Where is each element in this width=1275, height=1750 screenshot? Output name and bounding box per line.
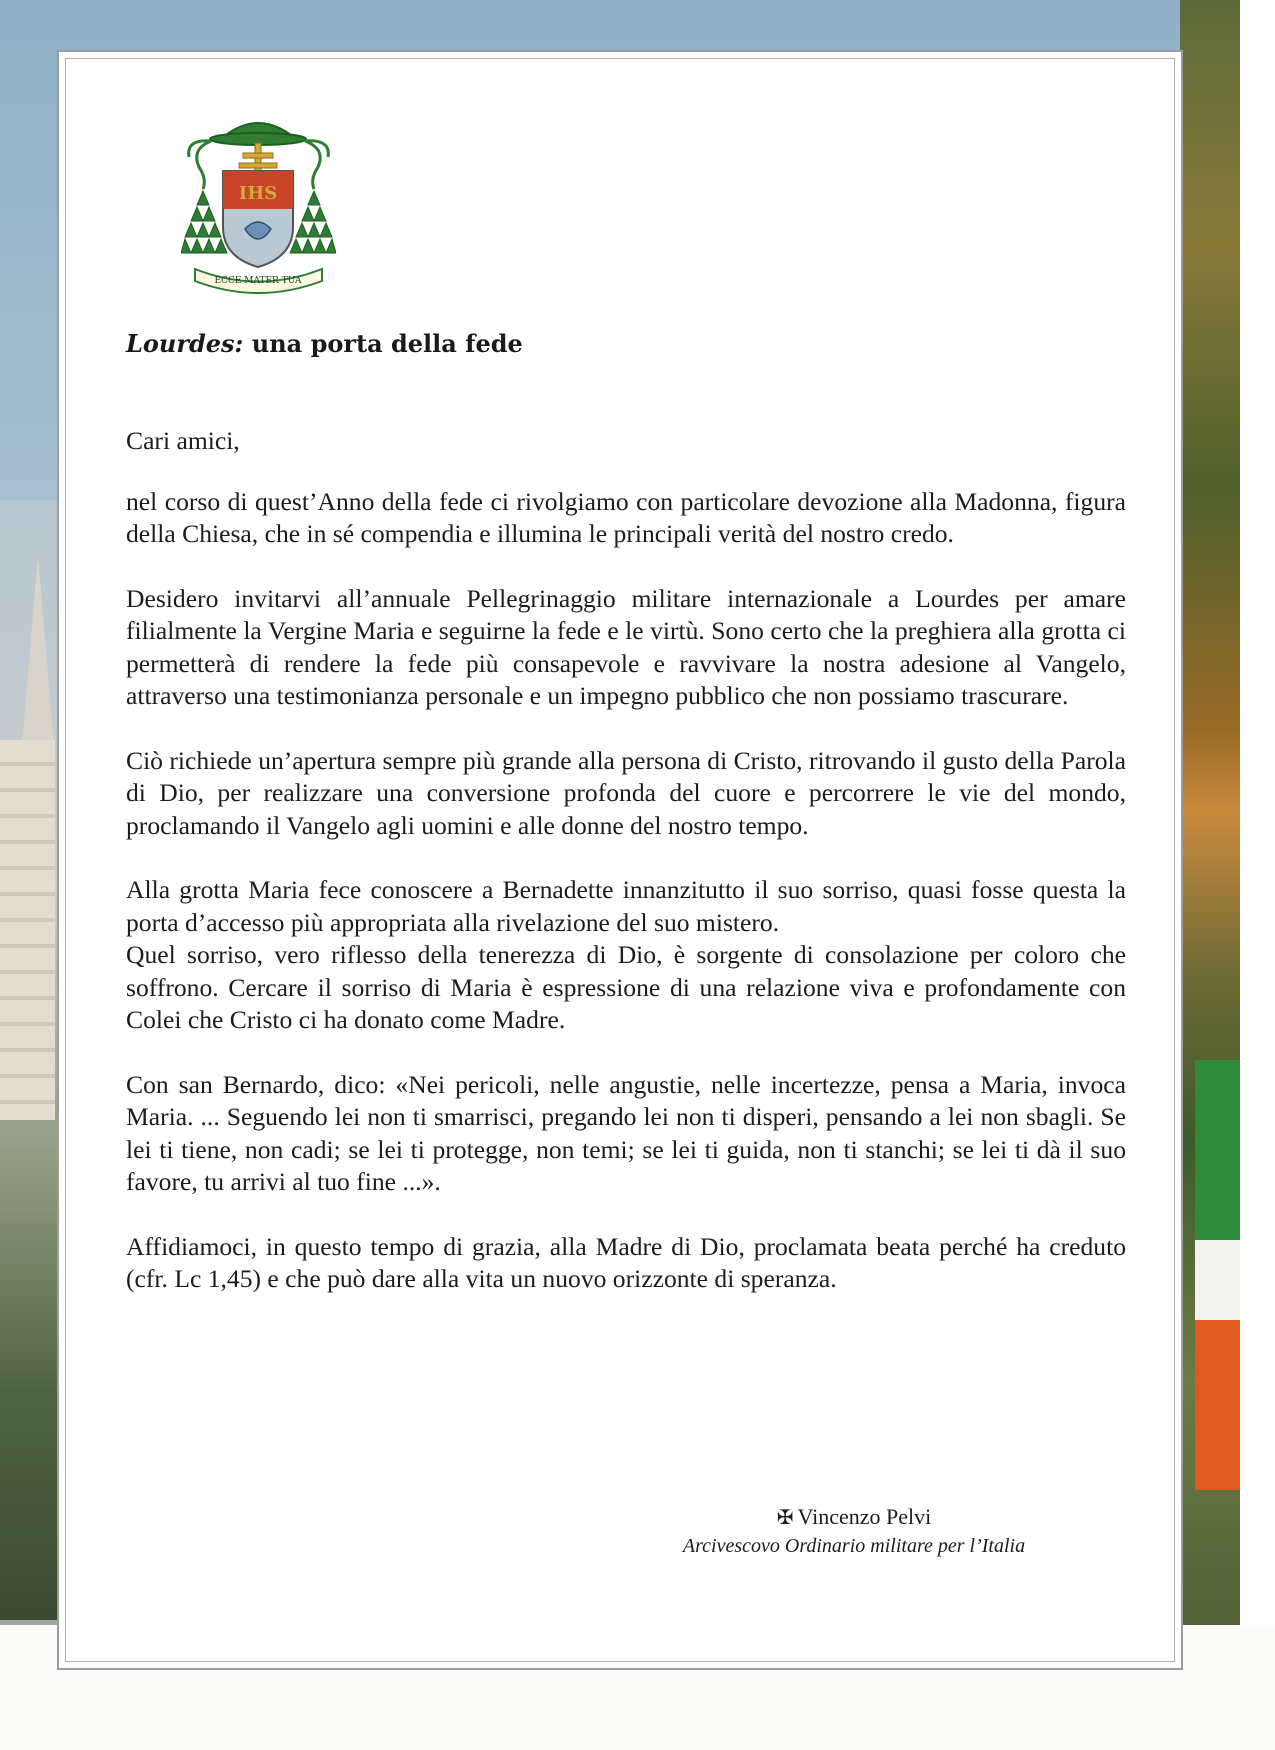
salutation: Cari amici, — [126, 426, 240, 455]
paragraph: Desidero invitarvi all’annuale Pellegrinaggio militare internazionale a Lourdes per amare filialmente la Vergine Maria e seguirne la fede e le virtù. Sono certo che la preghiera alla grotta ci permetterà di rendere la fede più consapevole e ravvivare la nostra adesione al Vangelo, attraverso una testimonianza personale e un impegno pubblico che non possiamo trascurare. — [126, 583, 1126, 710]
paragraph: Affidiamoci, in questo tempo di grazia, alla Madre di Dio, proclamata beata perché ha creduto (cfr. Lc 1,45) e che può dare alla vita un nuovo orizzonte di speranza. — [126, 1231, 1126, 1293]
signature-name-line — [654, 1502, 1054, 1533]
paragraph: Quel sorriso, vero riflesso della tenerezza di Dio, è sorgente di consolazione per coloro che soffrono. Cercare il sorriso di Maria è espressione di una relazione viva e profondamente con Colei che Cristo ci ha donato come Madre. — [126, 940, 1126, 1034]
paragraph: Con san Bernardo, dico: «Nei pericoli, nelle angustie, nelle incertezze, pensa a Maria, invoca Maria. ... Seguendo lei non ti smarrisci, pregando lei non ti disperi, pensando a lei non sbagli. Se lei ti tiene, non cadi; se lei ti protegge, non temi; se lei ti guida, non ti stanchi; se lei ti dà il suo favore, tu arrivi al tuo fine ...». — [126, 1069, 1126, 1196]
basilica-tower — [0, 740, 55, 1120]
page-edge — [1240, 0, 1275, 1750]
letter-title — [126, 329, 523, 358]
letter-title-italic: Lourdes: — [126, 329, 244, 358]
signature-name: Vincenzo Pelvi — [797, 1504, 932, 1529]
letter-panel — [57, 50, 1183, 1670]
paragraph: Alla grotta Maria fece conoscere a Bernadette innanzitutto il suo sorriso, quasi fosse questa la porta d’accesso più appropriata alla rivelazione del suo mistero. — [126, 875, 1126, 937]
coat-of-arms-icon — [181, 109, 336, 294]
flag-red-stripe — [1195, 1320, 1240, 1490]
letter-title-rest: una porta della fede — [243, 329, 523, 358]
crest-monogram: IHS — [238, 183, 278, 204]
cross-icon: ✠ — [776, 1507, 794, 1529]
flag-white-stripe — [1195, 1240, 1240, 1320]
signature-block — [654, 1502, 1054, 1559]
letter-body — [126, 425, 1126, 1328]
signature-role: Arcivescovo Ordinario militare per l’Italia — [682, 1535, 1026, 1557]
paragraph: Ciò richiede un’apertura sempre più grande alla persona di Cristo, ritrovando il gusto della Parola di Dio, per realizzare una conversione profonda del cuore e percorrere le vie del mondo, proclamando il Vangelo agli uomini e alle donne del nostro tempo. — [126, 745, 1126, 840]
paragraph: nel corso di quest’Anno della fede ci rivolgiamo con particolare devozione alla Madonna, figura della Chiesa, che in sé compendia e illumina le principali verità del nostro credo. — [126, 486, 1126, 548]
basilica-spire — [22, 555, 54, 745]
crest-motto: ECCE MATER TUA — [214, 276, 302, 286]
flag-green-stripe — [1195, 1060, 1240, 1240]
